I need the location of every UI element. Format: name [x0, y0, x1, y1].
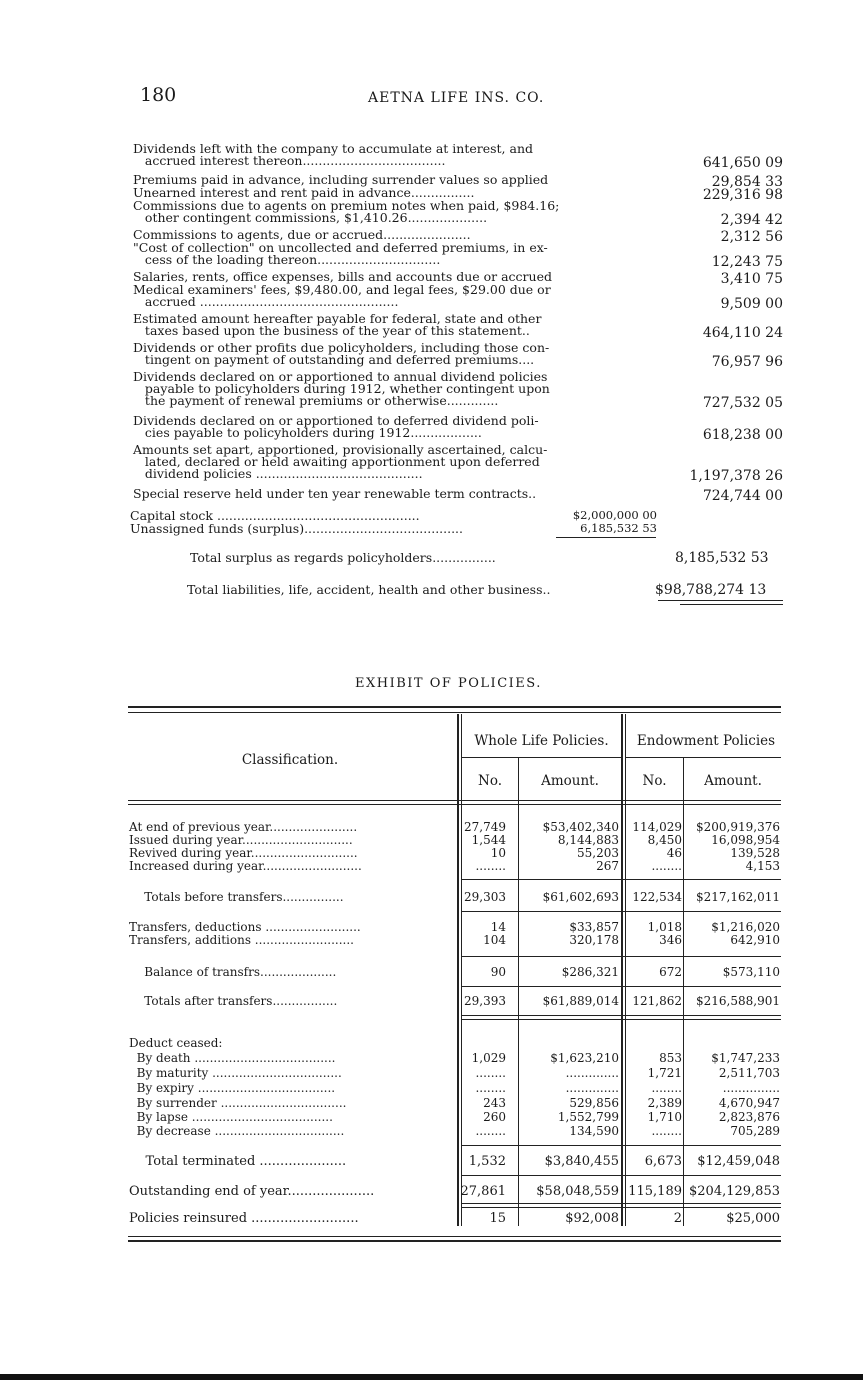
row-label: Policies reinsured .......................... — [129, 1211, 359, 1226]
table-row — [0, 846, 863, 859]
liability-label: Medical examiners' fees, $9,480.00, and legal fees, $29.00 due or accrued .................................................. — [133, 282, 551, 309]
endowment-no: 121,862 — [632, 994, 682, 1008]
whole-life-no: 1,544 — [471, 833, 506, 847]
row-label: By surrender ................................. — [129, 1096, 347, 1110]
whole-life-no: 29,393 — [464, 994, 506, 1008]
row-label: Issued during year............................. — [129, 833, 353, 847]
liability-label: Dividends declared on or apportioned to deferred dividend poli- cies payable to policyholders during 1912.................. — [133, 413, 539, 440]
running-head: AETNA LIFE INS. CO. — [368, 90, 545, 106]
whole-life-amount: $3,840,455 — [544, 1154, 619, 1169]
endowment-amount: $1,747,233 — [711, 1051, 780, 1065]
table-bottom-rule — [128, 1236, 781, 1237]
endowment-no: 853 — [659, 1051, 682, 1065]
endowment-no: 1,018 — [647, 920, 682, 934]
whole-life-amount: 1,552,799 — [557, 1110, 619, 1124]
whole-life-no: 27,749 — [464, 820, 506, 834]
liability-label: Salaries, rents, office expenses, bills and accounts due or accrued — [133, 269, 552, 284]
sep-9 — [462, 1203, 781, 1204]
endowment-amount: $1,216,020 — [711, 920, 780, 934]
header-bottom-rule-2 — [128, 804, 781, 805]
sum-rule — [556, 537, 656, 538]
table-top-rule-2 — [128, 712, 781, 713]
table-row — [0, 820, 863, 833]
whole-life-amount: $58,048,559 — [536, 1184, 619, 1199]
endowment-amount: 4,670,947 — [718, 1096, 780, 1110]
endowment-amount: $573,110 — [722, 965, 780, 979]
liability-value: 727,532 05 — [702, 395, 783, 411]
table-bottom-rule-2 — [128, 1240, 781, 1242]
liability-label: Special reserve held under ten year renewable term contracts.. — [133, 486, 537, 501]
endowment-amount: $25,000 — [726, 1211, 780, 1226]
row-label: By decrease .................................. — [129, 1124, 345, 1138]
liability-value: 229,316 98 — [702, 187, 783, 203]
row-label: Totals before transfers................ — [129, 890, 344, 904]
endowment-amount: $217,162,011 — [696, 890, 780, 904]
endowment-amount: 139,528 — [730, 846, 780, 860]
endowment-no: 2 — [673, 1211, 682, 1226]
liability-value: 2,312 56 — [720, 229, 783, 245]
endowment-amount: $204,129,853 — [689, 1184, 780, 1199]
sep-7 — [462, 1145, 781, 1146]
table-top-rule — [128, 706, 781, 708]
whole-life-amount: 8,144,883 — [557, 833, 619, 847]
total-liabilities-value: $98,788,274 13 — [655, 582, 767, 598]
liability-label: Estimated amount hereafter payable for federal, state and other taxes based upon the business of the year of this statement.. — [133, 311, 542, 338]
endowment-no: 6,673 — [644, 1154, 682, 1169]
liability-value: 618,238 00 — [702, 427, 783, 443]
whole-life-no: 29,303 — [464, 890, 506, 904]
whole-life-amount: $33,857 — [569, 920, 619, 934]
endowment-amount: ............... — [722, 1081, 780, 1095]
table-row — [0, 1110, 863, 1123]
whole-life-amount: $1,623,210 — [550, 1051, 619, 1065]
endowment-no: 2,389 — [647, 1096, 682, 1110]
endowment-amount: 4,153 — [745, 859, 780, 873]
liability-value: 76,957 96 — [711, 354, 783, 370]
liability-value: 9,509 00 — [720, 296, 783, 312]
table-row — [0, 933, 863, 946]
sep-8 — [462, 1175, 781, 1176]
table-row — [0, 1211, 863, 1224]
whole-life-amount: .............. — [565, 1066, 619, 1080]
endowment-no: ........ — [651, 1081, 682, 1095]
row-label: Totals after transfers................. — [129, 994, 338, 1008]
scan-edge — [0, 1374, 863, 1380]
endowment-amount: $216,588,901 — [696, 994, 780, 1008]
sep-3 — [462, 956, 781, 957]
whole-life-no: ........ — [475, 1124, 506, 1138]
whole-life-no: 90 — [490, 965, 506, 979]
row-label: Revived during year............................ — [129, 846, 358, 860]
whole-life-amount: 267 — [596, 859, 619, 873]
liability-label: Dividends declared on or apportioned to annual dividend policies payable to policyholders during 1912, whether contingent upon the payment of renewal premiums or otherwise............. — [133, 369, 550, 408]
sep-6 — [462, 1019, 781, 1020]
sep-1 — [462, 879, 781, 880]
endowment-amount: $200,919,376 — [696, 820, 780, 834]
liability-value: 29,854 33 — [711, 174, 783, 190]
sep-2 — [462, 911, 781, 912]
liability-label: Amounts set apart, apportioned, provisionally ascertained, calcu- lated, declared or held awaiting apportionment upon deferred dividend policies .......................................... — [133, 442, 548, 481]
endowment-header: Endowment Policies — [636, 733, 776, 749]
amount-header-1: Amount. — [541, 773, 599, 789]
liability-value: 724,744 00 — [702, 488, 783, 504]
whole-life-amount: $92,008 — [565, 1211, 619, 1226]
unassigned-funds-label: Unassigned funds (surplus)........................................ — [130, 521, 464, 536]
endowment-amount: 2,823,876 — [718, 1110, 780, 1124]
row-label: By death ..................................... — [129, 1051, 336, 1065]
row-label: Increased during year.......................... — [129, 859, 362, 873]
whole-life-amount: 320,178 — [569, 933, 619, 947]
header-bottom-rule — [128, 800, 781, 801]
exhibit-title: EXHIBIT OF POLICIES. — [355, 676, 542, 691]
row-label: Outstanding end of year..................... — [129, 1184, 375, 1199]
page-number: 180 — [140, 84, 177, 106]
liability-label: Dividends left with the company to accumulate at interest, and accrued interest thereon.................................... — [133, 141, 533, 168]
whole-life-amount: $61,602,693 — [542, 890, 619, 904]
row-label: Transfers, additions .......................... — [129, 933, 354, 947]
endowment-no: 8,450 — [647, 833, 682, 847]
whole-life-no: ........ — [475, 1066, 506, 1080]
liability-value: 464,110 24 — [702, 325, 783, 341]
sep-10 — [462, 1207, 781, 1208]
table-row — [0, 859, 863, 872]
row-label: By maturity .................................. — [129, 1066, 342, 1080]
whole-life-no: 1,532 — [468, 1154, 506, 1169]
whole-life-no: 243 — [483, 1096, 506, 1110]
liability-value: 641,650 09 — [702, 155, 783, 171]
endowment-amount: 2,511,703 — [718, 1066, 780, 1080]
sep-5 — [462, 1015, 781, 1016]
whole-life-no: 27,861 — [460, 1184, 506, 1199]
total-liabilities-label: Total liabilities, life, accident, health and other business.. — [187, 582, 551, 597]
row-label: Total terminated ..................... — [129, 1154, 347, 1169]
table-row — [0, 1051, 863, 1064]
endowment-no: ........ — [651, 859, 682, 873]
endowment-amount: $12,459,048 — [697, 1154, 780, 1169]
liability-value: 1,197,378 26 — [689, 468, 783, 484]
endowment-amount: 642,910 — [730, 933, 780, 947]
total-surplus-label: Total surplus as regards policyholders................ — [190, 550, 496, 565]
row-label: Transfers, deductions ......................... — [129, 920, 361, 934]
liability-label: "Cost of collection" on uncollected and deferred premiums, in ex- cess of the loading thereon............................... — [133, 240, 548, 267]
row-label: Balance of transfrs.................... — [129, 965, 337, 979]
liability-label: Premiums paid in advance, including surrender values so applied — [133, 172, 549, 187]
endowment-amount: 16,098,954 — [711, 833, 780, 847]
row-label: Deduct ceased: — [129, 1036, 223, 1050]
no-header-1: No. — [478, 773, 502, 789]
unassigned-funds-value: 6,185,532 53 — [580, 521, 657, 535]
endowment-no: 1,710 — [647, 1110, 682, 1124]
endowment-no: 46 — [666, 846, 682, 860]
total-rule-2 — [680, 604, 783, 605]
table-row — [0, 965, 863, 978]
whole-life-no: ........ — [475, 1081, 506, 1095]
table-row — [0, 1184, 863, 1197]
table-row — [0, 1081, 863, 1094]
liability-label: Unearned interest and rent paid in advance................ — [133, 185, 475, 200]
endowment-no: 346 — [659, 933, 682, 947]
whole-life-amount: 134,590 — [569, 1124, 619, 1138]
table-row — [0, 1154, 863, 1167]
whole-life-no: 10 — [490, 846, 506, 860]
endowment-no: 1,721 — [647, 1066, 682, 1080]
whole-life-no: ........ — [475, 859, 506, 873]
endowment-amount: 705,289 — [730, 1124, 780, 1138]
liability-label: Commissions due to agents on premium notes when paid, $984.16; other contingent commissions, $1,410.26.................... — [133, 198, 560, 225]
whole-life-amount: $286,321 — [561, 965, 619, 979]
whole-life-amount: 55,203 — [577, 846, 619, 860]
liability-value: 3,410 75 — [720, 271, 783, 287]
group-rule-1 — [462, 757, 621, 758]
no-header-2: No. — [642, 773, 667, 789]
capital-stock-value: $2,000,000 00 — [572, 508, 657, 522]
whole-life-no: 15 — [489, 1211, 506, 1226]
liability-value: 12,243 75 — [711, 254, 783, 270]
group-rule-2 — [626, 757, 781, 758]
endowment-no: ........ — [651, 1124, 682, 1138]
whole-life-amount: 529,856 — [569, 1096, 619, 1110]
whole-life-no: 1,029 — [471, 1051, 506, 1065]
total-surplus-value: 8,185,532 53 — [675, 550, 769, 566]
liability-label: Dividends or other profits due policyholders, including those con- tingent on payment of outstanding and deferred premiums.... — [133, 340, 550, 367]
table-row — [0, 1124, 863, 1137]
table-row — [0, 890, 863, 903]
amount-header-2: Amount. — [704, 773, 762, 789]
liability-value: 2,394 42 — [720, 212, 783, 228]
row-label: At end of previous year....................... — [129, 820, 358, 834]
table-row — [0, 833, 863, 846]
whole-life-no: 260 — [483, 1110, 506, 1124]
liability-label: Commissions to agents, due or accrued...................... — [133, 227, 471, 242]
endowment-no: 672 — [659, 965, 682, 979]
capital-stock-label: Capital stock ................................................... — [130, 508, 420, 523]
table-row — [0, 1036, 863, 1049]
row-label: By lapse ..................................... — [129, 1110, 333, 1124]
table-row — [0, 994, 863, 1007]
table-row — [0, 920, 863, 933]
whole-life-no: 14 — [490, 920, 506, 934]
classification-header: Classification. — [241, 752, 339, 768]
endowment-no: 114,029 — [632, 820, 682, 834]
row-label: By expiry .................................... — [129, 1081, 336, 1095]
whole-life-no: 104 — [483, 933, 506, 947]
endowment-no: 122,534 — [632, 890, 682, 904]
whole-life-header: Whole Life Policies. — [474, 733, 609, 749]
total-rule-1 — [658, 600, 783, 601]
endowment-no: 115,189 — [628, 1184, 682, 1199]
sep-4 — [462, 986, 781, 987]
whole-life-amount: $53,402,340 — [542, 820, 619, 834]
table-row — [0, 1066, 863, 1079]
table-row — [0, 1096, 863, 1109]
whole-life-amount: $61,889,014 — [542, 994, 619, 1008]
whole-life-amount: .............. — [565, 1081, 619, 1095]
